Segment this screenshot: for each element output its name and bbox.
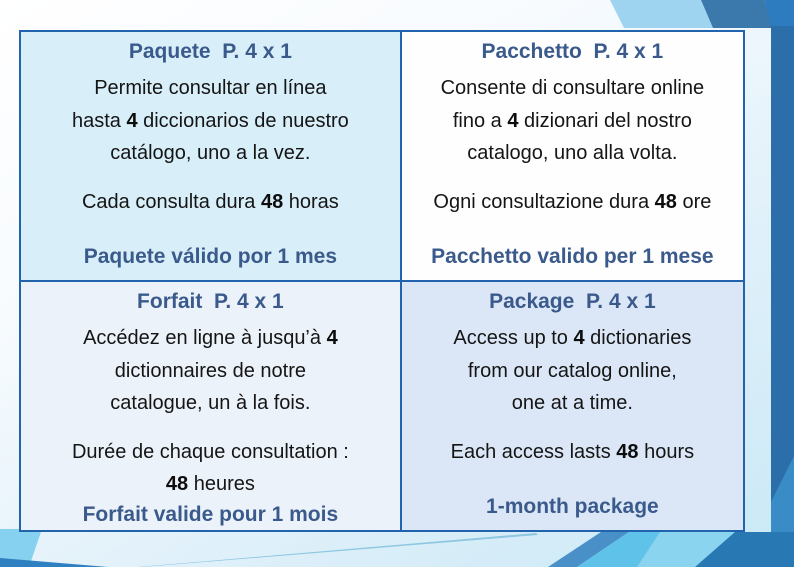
card-description: Permite consultar en línea hasta 4 diccionarios de nuestro catálogo, uno a la vez. bbox=[71, 77, 349, 165]
card-duration: Each access lasts 48 hours bbox=[450, 440, 695, 463]
card-italian bbox=[402, 32, 743, 280]
card-validity: Forfait valide pour 1 mois bbox=[82, 503, 339, 527]
card-title: Package P. 4 x 1 bbox=[489, 290, 656, 313]
card-french bbox=[21, 282, 400, 530]
card-validity: Pacchetto valido per 1 mese bbox=[431, 244, 714, 268]
card-spanish bbox=[21, 32, 400, 280]
card-title: Pacchetto P. 4 x 1 bbox=[481, 40, 664, 63]
card-title: Paquete P. 4 x 1 bbox=[128, 40, 292, 63]
card-validity: 1-month package bbox=[486, 494, 659, 518]
card-description: Access up to 4 dictionaries from our catalog online, one at a time. bbox=[453, 327, 692, 415]
card-duration: Durée de chaque consultation : 48 heures bbox=[71, 440, 349, 495]
card-description: Accédez en ligne à jusqu’à 4 dictionnaires de notre catalogue, un à la fois. bbox=[83, 327, 338, 415]
card-description: Consente di consultare online fino a 4 dizionari del nostro catalogo, uno alla volta. bbox=[440, 77, 705, 165]
card-english bbox=[402, 282, 743, 530]
pricing-table bbox=[19, 30, 745, 532]
card-title: Forfait P. 4 x 1 bbox=[137, 290, 284, 313]
card-duration: Cada consulta dura 48 horas bbox=[81, 190, 339, 213]
card-validity: Paquete válido por 1 mes bbox=[83, 244, 338, 268]
card-duration: Ogni consultazione dura 48 ore bbox=[433, 190, 712, 213]
